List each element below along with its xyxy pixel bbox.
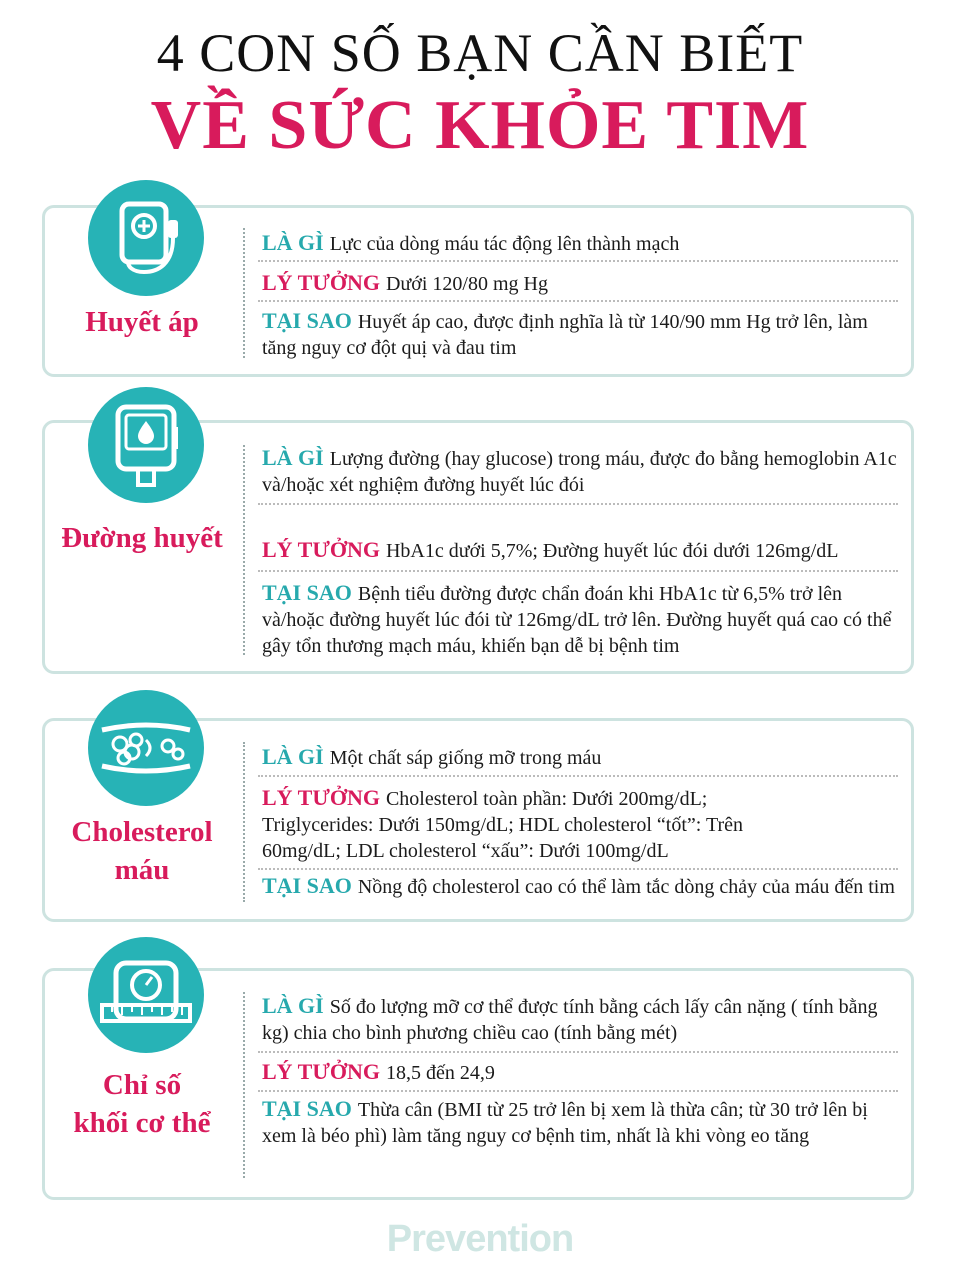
why-row: TẠI SAO Huyết áp cao, được định nghĩa là từ 140/90 mm Hg trở lên, làm tăng nguy cơ đột quị và đau tim [262,308,868,359]
ideal-row: LÝ TƯỞNG HbA1c dưới 5,7%; Đường huyết lúc đói dưới 126mg/dL [262,537,839,562]
scale-tape-measure-icon [88,937,204,1053]
ideal-row: LÝ TƯỞNG Cholesterol toàn phần: Dưới 200mg/dL; Triglycerides: Dưới 150mg/dL; HDL cholesterol “tốt”: Trên 60mg/dL; LDL cholesterol “xấu”: Dưới 100mg/dL [262,785,743,862]
separator [258,260,898,262]
separator [258,1051,898,1053]
card-label: Huyết áp [85,306,199,338]
divider [243,992,245,1178]
card-label: Cholesterol máu [71,816,213,886]
brand-logo: Prevention [386,1218,574,1260]
why-row: TẠI SAO Nồng độ cholesterol cao có thể làm tắc dòng chảy của máu đến tim [262,873,895,898]
title-line-1: 4 CON SỐ BẠN CẦN BIẾT [156,23,804,83]
divider [243,228,245,358]
separator [258,570,898,572]
what-row: LÀ GÌ Số đo lượng mỡ cơ thể được tính bằng cách lấy cân nặng ( tính bằng kg) chia cho bình phương chiều cao (tính bằng mét) [262,993,878,1044]
what-row: LÀ GÌ Lượng đường (hay glucose) trong máu, được đo bằng hemoglobin A1c và/hoặc xét nghiệm đường huyết lúc đói [262,445,897,496]
card-label: Chỉ số khối cơ thể [73,1069,211,1139]
card-label: Đường huyết [61,522,223,554]
separator [258,300,898,302]
divider [243,742,245,902]
separator [258,775,898,777]
title-line-2: VỀ SỨC KHỎE TIM [150,87,810,164]
separator [258,1090,898,1092]
ideal-row: LÝ TƯỞNG Dưới 120/80 mg Hg [262,270,548,295]
what-row: LÀ GÌ Một chất sáp giống mỡ trong máu [262,744,602,769]
blood-pressure-monitor-icon [88,180,204,296]
what-row: LÀ GÌ Lực của dòng máu tác động lên thành mạch [262,230,680,255]
ideal-row: LÝ TƯỞNG 18,5 đến 24,9 [262,1059,495,1084]
separator [258,868,898,870]
why-row: TẠI SAO Bệnh tiểu đường được chẩn đoán khi HbA1c từ 6,5% trở lên và/hoặc đường huyết lúc đói từ 126mg/dL trở lên. Đường huyết quá cao có thể gây tổn thương mạch máu, khiến bạn dễ bị bệnh tim [262,580,892,657]
why-row: TẠI SAO Thừa cân (BMI từ 25 trở lên bị xem là thừa cân; từ 30 trở lên bị xem là béo phì) làm tăng nguy cơ bệnh tim, nhất là khi vòng eo tăng [262,1096,868,1147]
separator [258,503,898,505]
artery-plaque-icon [88,690,204,806]
divider [243,445,245,655]
glucose-meter-icon [88,387,204,503]
